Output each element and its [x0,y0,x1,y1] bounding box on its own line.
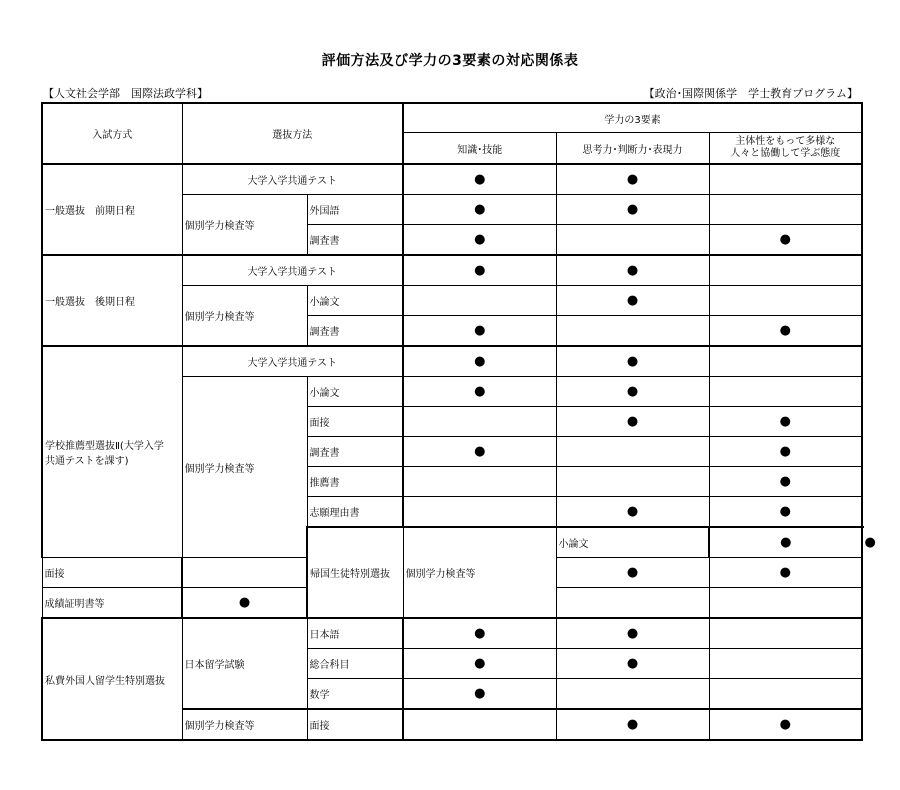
item-report: 調査書 [307,225,403,256]
mark-attitude-empty [709,649,862,679]
method-individual: 個別学力検査等 [403,527,556,618]
mark-thinking: ● [556,286,709,316]
group-suisen-line2: 共通テストを課す) [45,456,129,467]
mark-attitude: ● [709,467,862,497]
mark-knowledge: ● [403,316,556,347]
table-row [42,346,862,377]
mark-thinking: ● [556,407,709,437]
header-admission: 入試方式 [42,103,182,164]
mark-knowledge: ● [403,346,556,377]
mark-attitude-empty [709,255,862,286]
mark-knowledge: ● [403,195,556,225]
group-zenki: 一般選抜 前期日程 [42,164,182,255]
program-label: 【政治･国際関係学 学士教育プログラム】 [643,87,858,100]
table-row [42,255,862,286]
mark-knowledge: ● [709,527,862,558]
mark-knowledge-empty [403,407,556,437]
header-three-elements: 学力の3要素 [403,103,862,133]
mark-knowledge-empty [403,467,556,497]
group-suisen [42,346,182,558]
item-interview: 面接 [42,558,182,588]
mark-knowledge: ● [182,588,307,619]
item-essay: 小論文 [556,527,709,558]
mark-thinking-empty [556,316,709,347]
header-row [42,103,862,133]
header-attitude-line2: 人々と協働して学ぶ態度 [730,148,841,159]
method-common-test: 大学入学共通テスト [182,255,403,286]
mark-attitude-empty [709,679,862,710]
mark-attitude-empty [709,164,862,195]
item-japanese: 日本語 [307,618,403,649]
mark-attitude-empty [709,346,862,377]
mark-thinking: ● [556,649,709,679]
item-essay: 小論文 [307,377,403,407]
mark-thinking: ● [556,618,709,649]
mark-attitude-empty [709,588,862,619]
mark-thinking-empty [556,467,709,497]
mark-knowledge: ● [403,377,556,407]
item-interview: 面接 [307,709,403,740]
mark-attitude: ● [709,407,862,437]
mark-thinking-empty [556,225,709,256]
mark-attitude-empty [709,618,862,649]
mark-thinking: ● [556,709,709,740]
method-common-test: 大学入学共通テスト [182,346,403,377]
mark-knowledge: ● [403,437,556,467]
item-transcript: 成績証明書等 [42,588,182,619]
table-row [42,164,862,195]
item-report: 調査書 [307,437,403,467]
mark-thinking-empty [556,437,709,467]
item-math: 数学 [307,679,403,710]
header-selection: 選抜方法 [182,103,403,164]
item-recommendation: 推薦書 [307,467,403,497]
method-individual: 個別学力検査等 [182,377,307,558]
header-knowledge: 知識･技能 [403,133,556,165]
method-individual: 個別学力検査等 [182,709,307,740]
mark-knowledge-empty [182,558,307,588]
mark-knowledge-empty [403,497,556,528]
mark-thinking: ● [556,377,709,407]
mark-thinking: ● [556,195,709,225]
mark-attitude: ● [709,316,862,347]
mark-attitude: ● [709,225,862,256]
item-essay: 小論文 [307,286,403,316]
correspondence-table [41,102,876,741]
mark-thinking: ● [556,558,709,588]
mark-knowledge: ● [403,225,556,256]
method-eju: 日本留学試験 [182,618,307,709]
faculty-label: 【人文社会学部 国際法政学科】 [43,87,208,100]
mark-knowledge: ● [403,679,556,710]
item-general-subjects: 総合科目 [307,649,403,679]
mark-thinking: ● [556,346,709,377]
header-thinking: 思考力･判断力･表現力 [556,133,709,165]
mark-attitude-empty [709,195,862,225]
mark-attitude: ● [709,558,862,588]
group-kikoku: 帰国生徒特別選抜 [307,527,403,618]
item-interview: 面接 [307,407,403,437]
mark-thinking-empty [556,679,709,710]
table-row [42,618,862,649]
mark-thinking: ● [556,255,709,286]
table-row: 帰国生徒特別選抜 個別学力検査等 小論文 ● ● [42,527,862,558]
header-attitude-line1: 主体性をもって多様な [735,136,836,147]
group-suisen-line1: 学校推薦型選抜Ⅱ(大学入学 [45,441,164,452]
group-shihi: 私費外国人留学生特別選抜 [42,618,182,740]
page-title: 評価方法及び学力の3要素の対応関係表 [321,53,579,69]
mark-thinking: ● [556,164,709,195]
mark-knowledge-empty [403,286,556,316]
item-motivation: 志願理由書 [307,497,403,528]
mark-knowledge: ● [403,255,556,286]
mark-attitude-empty [709,377,862,407]
mark-knowledge: ● [403,649,556,679]
mark-knowledge: ● [403,164,556,195]
mark-attitude: ● [709,437,862,467]
mark-knowledge-empty [403,709,556,740]
header-attitude [709,133,862,165]
mark-attitude-empty [709,286,862,316]
item-report: 調査書 [307,316,403,347]
mark-knowledge: ● [403,618,556,649]
mark-thinking: ● [556,497,709,528]
mark-thinking-empty [556,588,709,619]
item-foreign-lang: 外国語 [307,195,403,225]
method-individual: 個別学力検査等 [182,195,307,256]
method-common-test: 大学入学共通テスト [182,164,403,195]
mark-attitude: ● [709,497,862,528]
group-koki: 一般選抜 後期日程 [42,255,182,346]
method-individual: 個別学力検査等 [182,286,307,347]
mark-attitude: ● [709,709,862,740]
